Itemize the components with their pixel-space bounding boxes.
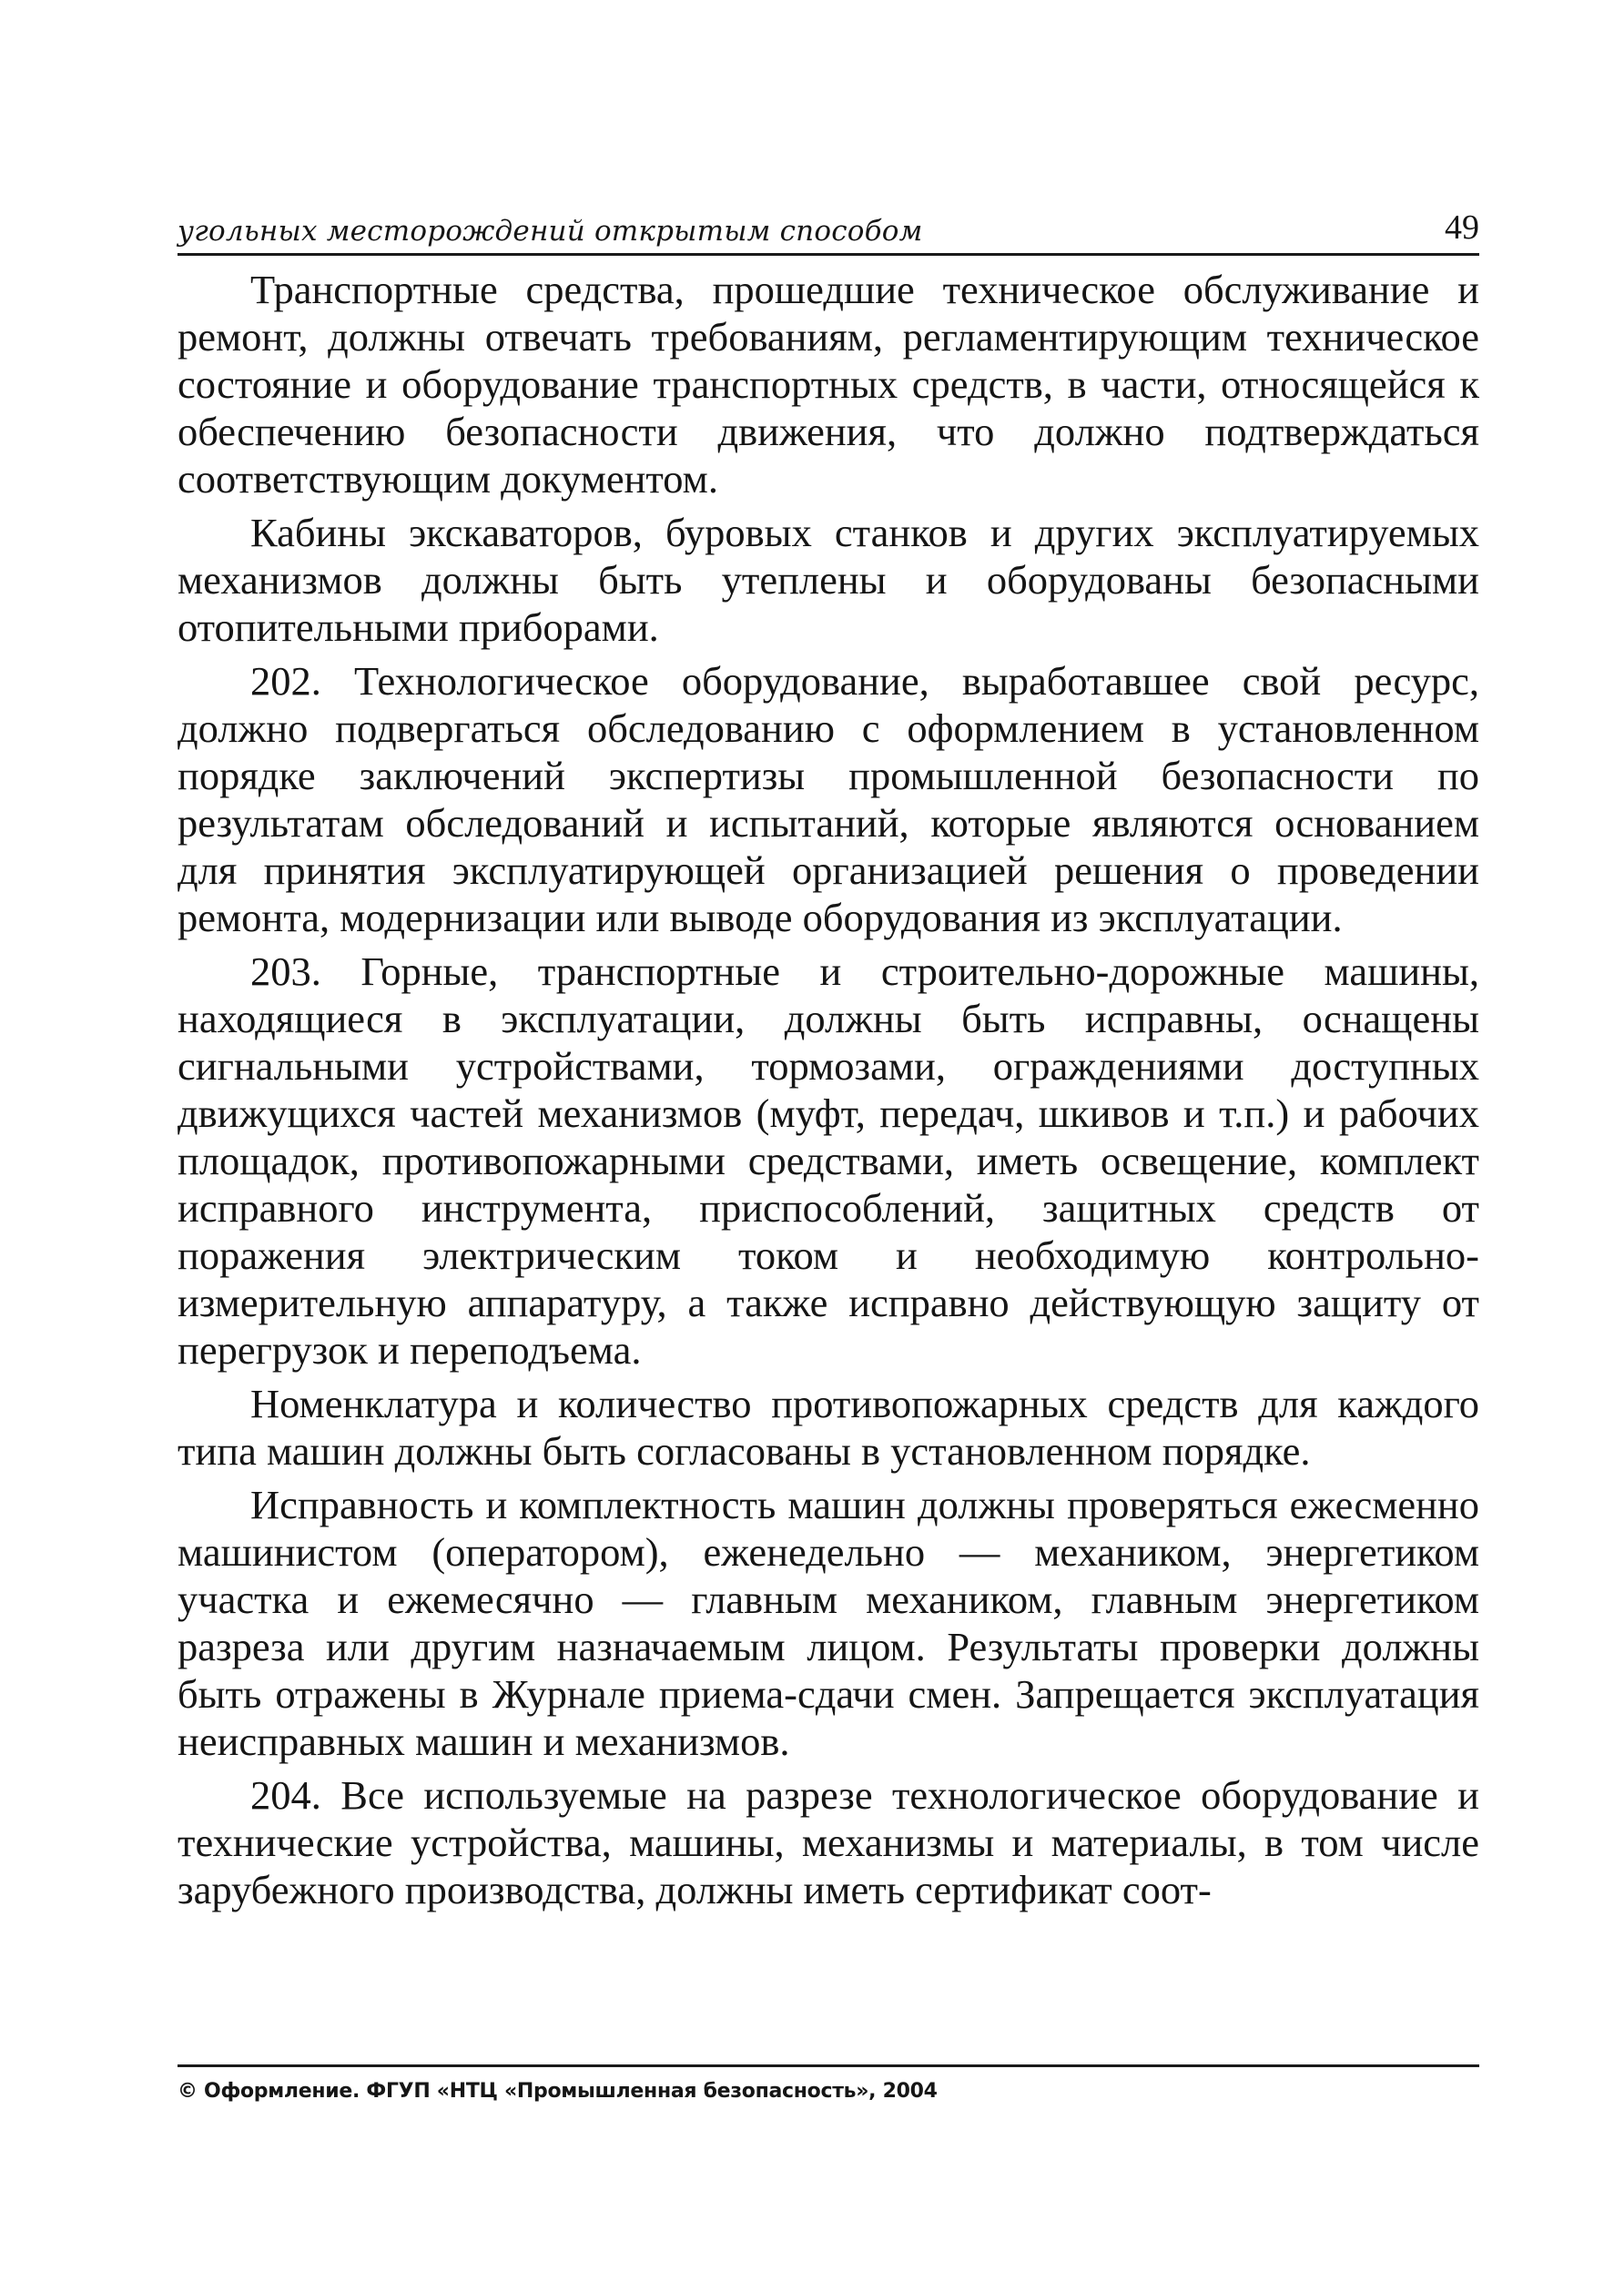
running-header-title: угольных месторождений открытым способом (178, 215, 923, 248)
page-footer (178, 2064, 1479, 2103)
paragraph-203: 203. Горные, транспортные и строительно-дорожные машины, находящиеся в эксплуатации, должны быть исправны, оснащены сигнальными устройствами, тормозами, ограждениями доступных движущихся частей механизмов (муфт, передач, шкивов и т.п.) и рабочих площадок, противопожарными средствами, иметь освещение, комплект исправного инструмента, приспособлений, защитных средств от поражения электрическим током и необходимую контрольно-измерительную аппаратуру, а также исправно действующую защиту от перегрузок и переподъема. (178, 948, 1479, 1373)
paragraph-204: 204. Все используемые на разрезе технологическое оборудование и технические устройства, машины, механизмы и материалы, в том числе зарубежного производства, должны иметь сертификат соот- (178, 1772, 1479, 1912)
paragraph-fire-equipment: Номенклатура и количество противопожарных средств для каждого типа машин должны быть согласованы в установленном порядке. (178, 1381, 1479, 1474)
page-number: 49 (1445, 208, 1479, 247)
body-text (178, 266, 1479, 1920)
footer-copyright: © Оформление. ФГУП «НТЦ «Промышленная безопасность», 2004 (178, 2080, 938, 2103)
paragraph-transport-maintenance: Транспортные средства, прошедшие техническое обслуживание и ремонт, должны отвечать требованиям, регламентирующим техническое состояние и оборудование транспортных средств, в части, относящейся к обеспечению безопасности движения, что должно подтверждаться соответствующим документом. (178, 267, 1479, 502)
running-header (178, 209, 1479, 256)
paragraph-cabin-heating: Кабины экскаваторов, буровых станков и других эксплуатируемых механизмов должны быть утеплены и оборудованы безопасными отопительными приборами. (178, 510, 1479, 650)
paragraph-inspection: Исправность и комплектность машин должны проверяться ежесменно машинистом (оператором), еженедельно — механиком, энергетиком участка и ежемесячно — главным механиком, главным энергетиком разреза или другим назначаемым лицом. Результаты проверки должны быть отражены в Журнале приема-сдачи смен. Запрещается эксплуатация неисправных машин и механизмов. (178, 1482, 1479, 1764)
paragraph-202: 202. Технологическое оборудование, выработавшее свой ресурс, должно подвергаться обследованию с оформлением в установленном порядке заключений экспертизы промышленной безопасности по результатам обследований и испытаний, которые являются основанием для принятия эксплуатирующей организацией решения о проведении ремонта, модернизации или выводе оборудования из эксплуатации. (178, 658, 1479, 940)
